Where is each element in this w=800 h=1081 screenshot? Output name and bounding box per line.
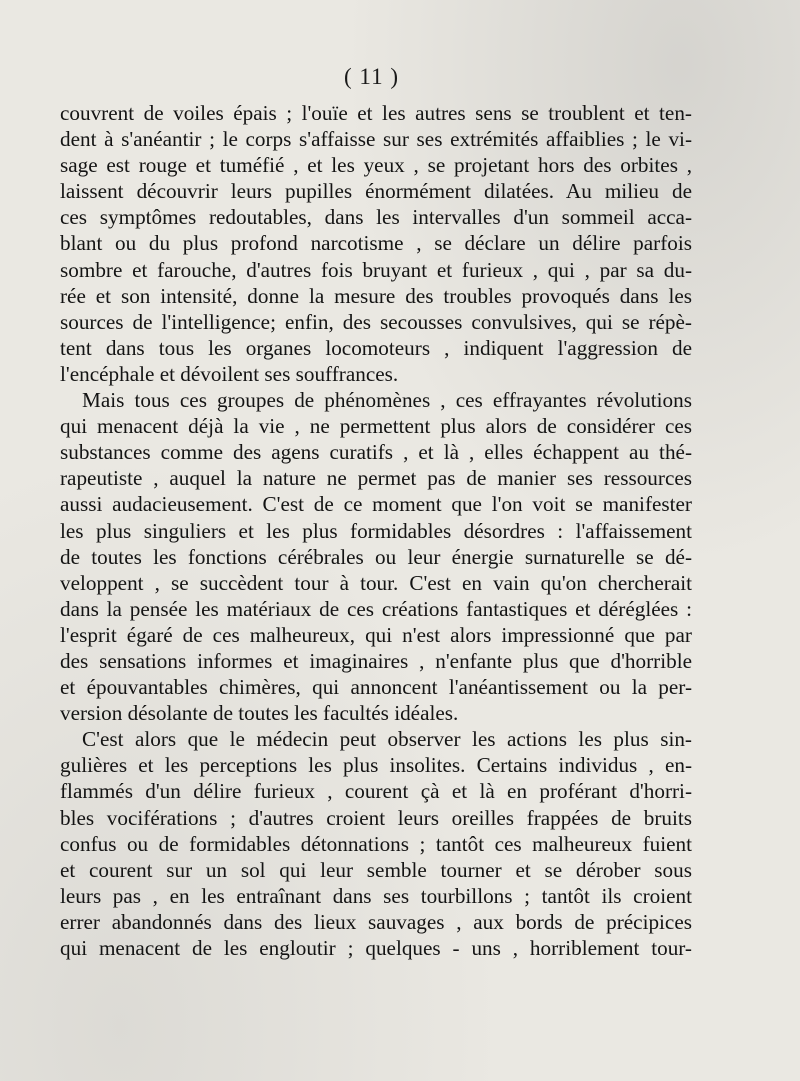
text-line: qui menacent de les engloutir ; quelques - uns , horriblement tour-	[60, 936, 692, 960]
text-line: laissent découvrir leurs pupilles énormément dilatées. Au milieu de	[60, 179, 692, 204]
paragraph	[60, 387, 692, 726]
text-line: couvrent de voiles épais ; l'ouïe et les autres sens se troublent et ten-	[60, 101, 692, 125]
text-line: l'esprit égaré de ces malheureux, qui n'est alors impressionné que par	[60, 622, 692, 647]
text-line: substances comme des agens curatifs , et là , elles échappent au thé-	[60, 440, 692, 465]
paragraph	[60, 726, 692, 961]
page-number: ( 11 )	[344, 64, 399, 89]
text-line: les plus singuliers et les plus formidables désordres : l'affaissement	[60, 518, 692, 543]
text-line: sage est rouge et tuméfié , et les yeux , se projetant hors des orbites ,	[60, 153, 692, 178]
text-line: rée et son intensité, donne la mesure des troubles provoqués dans les	[60, 283, 692, 308]
text-line: rapeutiste , auquel la nature ne permet pas de manier ses ressources	[60, 466, 692, 491]
text-line: qui menacent déjà la vie , ne permettent plus alors de considérer ces	[60, 414, 692, 439]
body-text	[60, 100, 692, 961]
paragraph	[60, 100, 692, 387]
text-line: sombre et farouche, d'autres fois bruyant et furieux , qui , par sa du-	[60, 257, 692, 282]
text-line: blant ou du plus profond narcotisme , se déclare un délire parfois	[60, 231, 692, 256]
text-line: des sensations informes et imaginaires , n'enfante plus que d'horrible	[60, 648, 692, 673]
text-line: l'encéphale et dévoilent ses souffrances.	[60, 361, 399, 386]
text-line: errer abandonnés dans des lieux sauvages , aux bords de précipices	[60, 909, 692, 934]
text-line: bles vociférations ; d'autres croient leurs oreilles frappées de bruits	[60, 805, 692, 830]
text-line: de toutes les fonctions cérébrales ou leur énergie surnaturelle se dé-	[60, 544, 692, 569]
text-line: Mais tous ces groupes de phénomènes , ces effrayantes révolutions	[82, 388, 692, 413]
text-line: aussi audacieusement. C'est de ce moment que l'on voit se manifester	[60, 492, 692, 517]
text-line: version désolante de toutes les facultés idéales.	[60, 701, 459, 726]
text-line: flammés d'un délire furieux , courent çà et là en proférant d'horri-	[60, 779, 692, 804]
text-line: tent dans tous les organes locomoteurs , indiquent l'aggression de	[60, 335, 692, 360]
text-line: et épouvantables chimères, qui annoncent l'anéantissement ou la per-	[60, 675, 692, 700]
text-line: gulières et les perceptions les plus insolites. Certains individus , en-	[60, 753, 692, 778]
text-line: confus ou de formidables détonnations ; tantôt ces malheureux fuient	[60, 831, 692, 856]
text-line: veloppent , se succèdent tour à tour. C'est en vain qu'on chercherait	[60, 570, 692, 595]
text-line: dans la pensée les matériaux de ces créations fantastiques et déréglées :	[60, 596, 692, 621]
text-line: dent à s'anéantir ; le corps s'affaisse sur ses extrémités affaiblies ; le vi-	[60, 127, 692, 152]
text-line: sources de l'intelligence; enfin, des secousses convulsives, qui se répè-	[60, 309, 692, 334]
text-line: ces symptômes redoutables, dans les intervalles d'un sommeil acca-	[60, 205, 692, 230]
text-line: leurs pas , en les entraînant dans ses tourbillons ; tantôt ils croient	[60, 883, 692, 908]
text-line: C'est alors que le médecin peut observer les actions les plus sin-	[82, 727, 692, 752]
text-line: et courent sur un sol qui leur semble tourner et se dérober sous	[60, 857, 692, 882]
